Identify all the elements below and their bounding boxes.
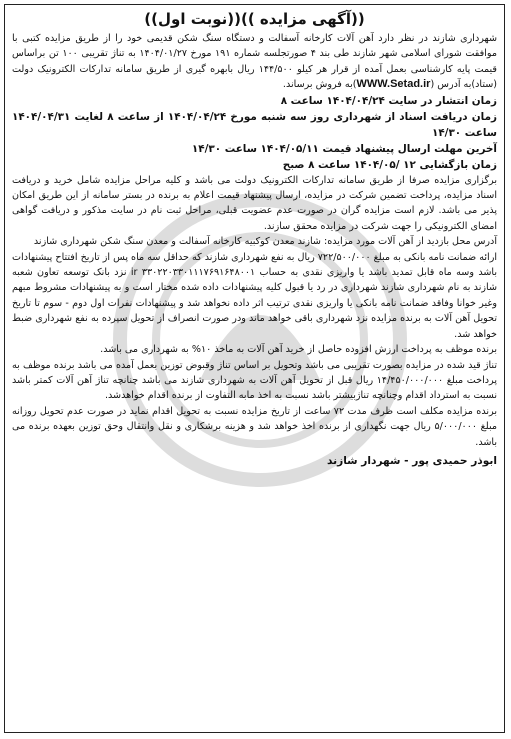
tonnage-paragraph: تناژ قید شده در مزایده بصورت تقریبی می باشد وتحویل بر اساس تناژ وقبوض توزین بعمل آمده می باشد برنده موظف به پرداخت مبلغ ۱۴/۴۵۰/۰۰۰/۰۰۰ ریال قبل از تحویل آهن آلات به شهرداری شازند می باشد چنانچه تناژ آهن آلات کمتر باشد نسبت به استرداد اقدام وچنانچه تناژبیشتر باشد نسبت به اخذ مابه التفاوت از برنده اقدام خواهدشد. [12, 359, 497, 402]
delivery-paragraph: برنده مزایده مکلف است ظرف مدت ۷۲ ساعت از تاریخ مزایده نسبت به تحویل اقدام نماید در صورت عدم تحویل روزانه مبلغ ۵/۰۰۰/۰۰۰ ریال جهت نگهداری از برنده اخذ خواهد شد و هزینه برشکاری و نقل وانتقال وحق توزین بعهده برنده می باشد. [12, 405, 498, 448]
vat-paragraph: برنده موظف به پرداخت ارزش افزوده حاصل از خرید آهن آلات به ماخذ ۱۰% به شهرداری می باشد. [100, 344, 497, 356]
setad-url: WWW.Setad.ir [356, 78, 431, 91]
intro-tail: )به فروش برساند. [282, 79, 357, 91]
process-paragraph: برگزاری مزایده صرفا از طریق سامانه تدارکات الکترونیک دولت می باشد و کلیه مراحل مزایده شامل خرید و دریافت اسناد مزایده، پرداخت تضمین شرکت در مزایده، ارسال پیشنهاد قیمت اعلام به برنده در بستر سامانه از این طریق امکان پذیر می باشد. لازم است مزایده گران در صورت عدم عضویت قبلی، مراحل ثبت نام در سایت مذکور و دریافت گواهی امضای الکترونیکی را جهت شرکت در مزایده محقق سازند. [12, 174, 497, 232]
signature: ابوذر حمیدی پور - شهردار شازند [327, 454, 497, 467]
publish-time: زمان انتشار در سایت ۱۴۰۴/۰۴/۲۴ ساعت ۸ [280, 94, 497, 107]
document-receive-time: زمان دریافت اسناد از شهرداری روز سه شنبه مورخ ۱۴۰۴/۰۴/۲۴ از ساعت ۸ لغایت ۱۴۰۴/۰۴/۳۱ ساعت ۱۴/۳۰ [12, 110, 497, 139]
intro-paragraph [12, 31, 497, 93]
opening-time: زمان بازگشایی ۱۲ /۱۴۰۴/۰۵ ساعت ۸ صبح [282, 158, 497, 171]
auction-notice [4, 4, 505, 733]
intro-text: شهرداری شازند در نظر دارد آهن آلات کارخانه آسفالت و دستگاه سنگ شکن قدیمی خود را از طریق مزایده کتبی با موافقت شورای اسلامی شهر شازند طی بند ۴ صورتجلسه شماره ۱۹۱ مورخ ۱۴۰۴/۰۱/۲۷ به تناژ تقریبی ۱۰۰ تن براساس قیمت پایه کارشناسی بعمل آمده از قرار هر کیلو ۱۴۴/۵۰۰ ریال بابهره گیری از طریق سامانه تدارکات الکترونیک دولت (ستاد)به آدرس ( [12, 33, 498, 91]
bid-deadline: آخرین مهلت ارسال پیشنهاد قیمت ۱۴۰۴/۰۵/۱۱ ساعت ۱۴/۳۰ [191, 142, 497, 155]
visit-address: آدرس محل بازدید از آهن آلات مورد مزایده: شازند معدن کوکبیه کارخانه آسفالت و معدن سنگ شکن شهرداری شازند [33, 236, 497, 248]
guarantee-paragraph: ارائه ضمانت نامه بانکی به مبلغ ۷۲۲/۵۰۰/۰۰۰ ریال به نفع شهرداری شازند که حداقل سه ماه پس از تاریخ افتتاح پیشنهادات باشد وسه ماه قابل تمدید باشد یا واریزی نقدی به حساب ir ۳۳۰۲۲۰۳۳۰۱۱۱۷۶۹۱۶۴۸۰۰۱ نزد بانک توسعه تعاون شعبه شازند به نام شهرداری شازند شهرداری در رد یا قبول کلیه پیشنهادات داده شده مختار است و به پیشنهادات مشروط مبهم وغیر خوانا وفاقد ضمانت نامه بانکی یا واریزی نقدی ترتیب اثر داده نخواهد شد و پیشنهادات نفرات اول دوم - سوم تا تاریخ تحویل آهن آلات به برنده مزایده نزد شهرداری باقی خواهد ماند ودر صورت انصراف از تحویل سپرده به نفع شهرداری ضبط خواهد شد. [12, 251, 497, 340]
notice-title: ((آگهی مزایده ))((نوبت اول)) [144, 10, 365, 28]
